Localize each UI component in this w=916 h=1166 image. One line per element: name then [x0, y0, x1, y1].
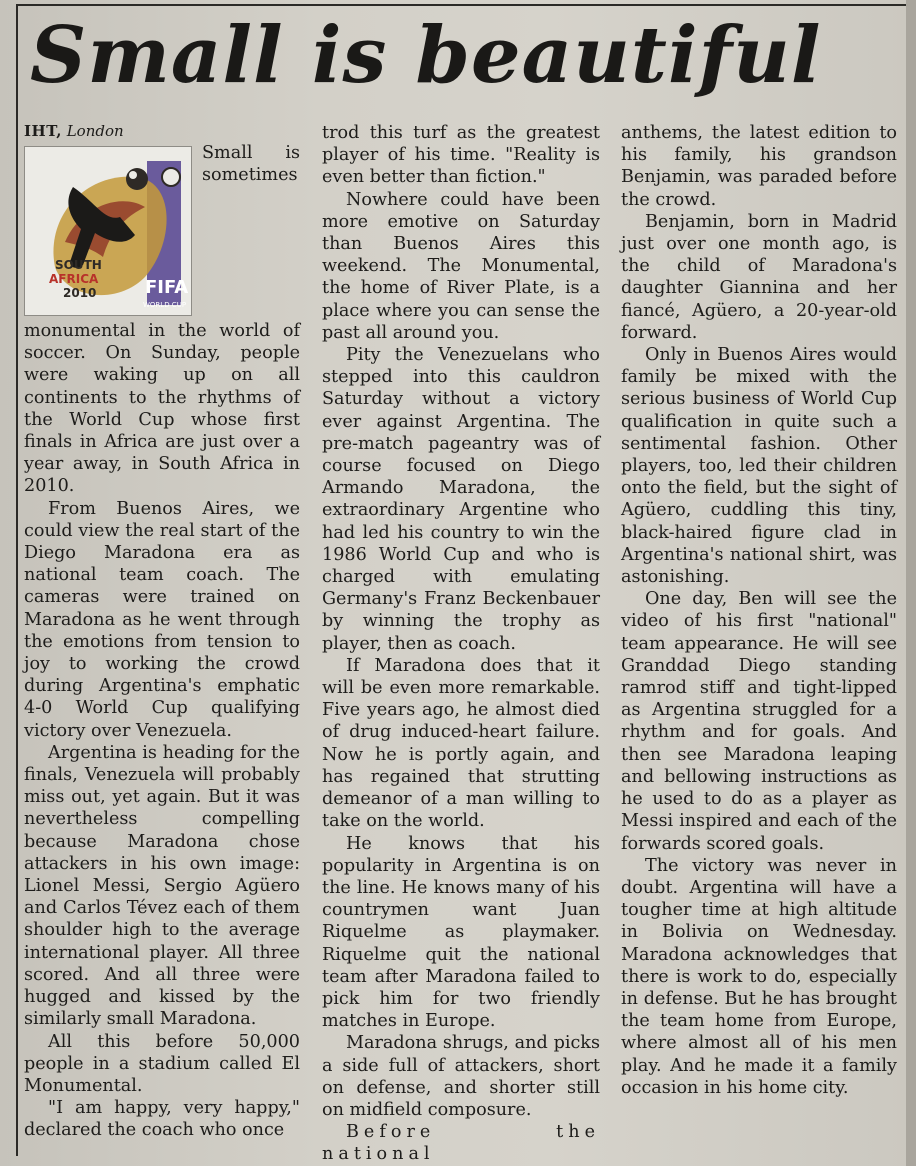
article-column-2 [322, 122, 600, 1166]
article-paragraph: Small is sometimes monumental in the world of soccer. On Sunday, people were waking up on all continents to the rhythms of the World Cup whose first finals in Africa are just over a year away, in South Africa in 2010. [24, 143, 300, 497]
article-column-1 [24, 120, 300, 1142]
article-paragraph: All this before 50,000 people in a stadium called El Monumental. [24, 1031, 300, 1096]
article-paragraph: trod this turf as the greatest player of his time. "Reality is even better than fiction." [322, 123, 600, 188]
headline: Small is beautiful [30, 10, 822, 101]
article-paragraph: If Maradona does that it will be even more remarkable. Five years ago, he almost died of drug induced-heart failure. Now he is portly again, and has regained that strutting demeanor of a man willing to take on the world. [322, 655, 600, 832]
article-paragraph: "I am happy, very happy," declared the coach who once [24, 1098, 300, 1141]
article-paragraph: Pity the Venezuelans who stepped into this cauldron Saturday without a victory ever against Argentina. The pre-match pageantry was of course focused on Diego Armando Maradona, the extraordinary Argentine who had led his country to win the 1986 World Cup and who is charged with emulating Germany's Franz Beckenbauer by winning the trophy as player, then as coach. [322, 345, 600, 654]
logo-text-year: 2010 [63, 286, 97, 300]
dateline-city: London [66, 122, 124, 140]
logo-fifa: FIFA [145, 277, 189, 298]
article-paragraph: One day, Ben will see the video of his first "national" team appearance. He will see Granddad Diego standing ramrod stiff and tight-lipped as Argentina struggled for a rhythm and for goals. And then see Maradona leaping and bellowing instructions as he used to do as a player as Messi inspired and each of the forwards scored goals. [621, 589, 897, 854]
logo-text-africa: AFRICA [49, 272, 99, 286]
article-paragraph: anthems, the latest edition to his family, his grandson Benjamin, was paraded before the crowd. [621, 123, 897, 210]
article-paragraph: Nowhere could have been more emotive on Saturday than Buenos Aires this weekend. The Monumental, the home of River Plate, is a place where you can sense the past all around you. [322, 189, 600, 343]
logo-ball [126, 168, 148, 190]
dateline-source: IHT, [24, 122, 62, 140]
logo-text-south: SOUTH [55, 258, 102, 272]
article-paragraph: The victory was never in doubt. Argentina will have a tougher time at high altitude in Bolivia on Wednesday. Maradona acknowledges that there is work to do, especially in defense. But he has brought the team home from Europe, where almost all of his men play. And he made it a family occasion in his home city. [621, 855, 897, 1098]
article-paragraph: He knows that his popularity in Argentina is on the line. He knows many of his countrymen want Juan Riquelme as playmaker. Riquelme quit the national team after Maradona failed to pick him for two friendly matches in Europe. [322, 833, 600, 1032]
world-cup-logo-graphic [25, 147, 191, 315]
article-paragraph: Maradona shrugs, and picks a side full of attackers, short on defense, and shorter still on midfield composure. [322, 1033, 600, 1120]
article-paragraph: Before the national [322, 1122, 600, 1165]
background-strip [906, 0, 916, 1166]
world-cup-logo [24, 146, 192, 316]
article-column-3 [621, 122, 897, 1099]
dateline [24, 120, 300, 142]
article-paragraph: Argentina is heading for the finals, Venezuela will probably miss out, yet again. But it was nevertheless compelling because Maradona chose attackers in his own image: Lionel Messi, Sergio Agüero and Carlos Tévez each of them shoulder high to the average international player. All three scored. And all three were hugged and kissed by the similarly small Maradona. [24, 742, 300, 1030]
logo-trophy [162, 168, 180, 186]
article-paragraph: Only in Buenos Aires would family be mixed with the serious business of World Cup qualification in quite such a sentimental fashion. Other players, too, led their children onto the field, but the sight of Agüero, cuddling this tiny, black-haired figure clad in Argentina's national shirt, was astonishing. [621, 345, 897, 588]
article-paragraph: Benjamin, born in Madrid just over one month ago, is the child of Maradona's daughter Giannina and her fiancé, Agüero, a 20-year-old forward. [621, 211, 897, 343]
logo-world-cup: WORLD CUP [143, 301, 187, 309]
article-paragraph: From Buenos Aires, we could view the real start of the Diego Maradona era as national team coach. The cameras were trained on Maradona as he went through the emotions from tension to joy to working the crowd during Argentina's emphatic 4-0 World Cup qualifying victory over Venezuela. [24, 498, 300, 741]
